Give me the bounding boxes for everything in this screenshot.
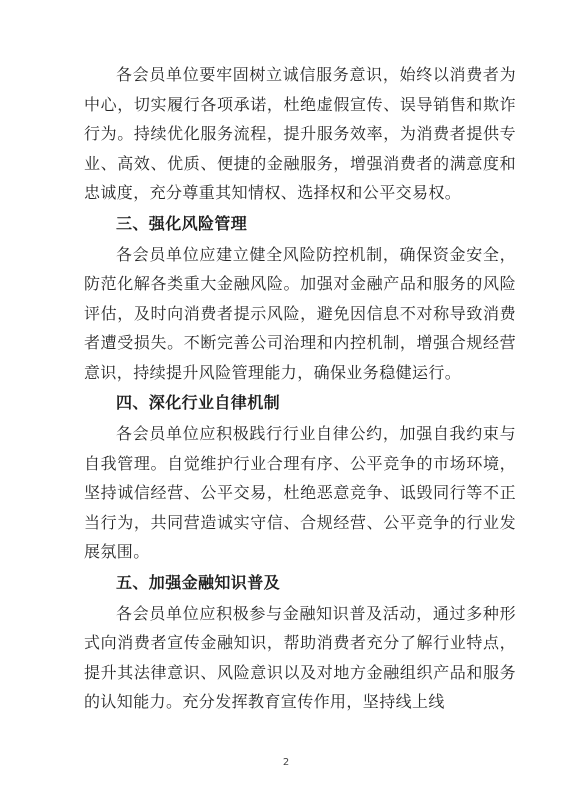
document-body [84, 60, 516, 717]
paragraph-integrity-service: 各会员单位要牢固树立诚信服务意识，始终以消费者为中心，切实履行各项承诺，杜绝虚假宣传、误导销售和欺诈行为。持续优化服务流程，提升服务效率，为消费者提供专业、高效、优质、便捷的金融服务，增强消费者的满意度和忠诚度，充分尊重其知情权、选择权和公平交易权。 [84, 65, 516, 202]
paragraph-self-discipline: 各会员单位应积极践行行业自律公约，加强自我约束与自我管理。自觉维护行业合理有序、公平竞争的市场环境，坚持诚信经营、公平交易，杜绝恶意竞争、诋毁同行等不正当行为，共同营造诚实守信、合规经营、公平竞争的行业发展氛围。 [84, 424, 516, 561]
paragraph-financial-knowledge: 各会员单位应积极参与金融知识普及活动，通过多种形式向消费者宣传金融知识，帮助消费者充分了解行业特点，提升其法律意识、风险意识以及对地方金融组织产品和服务的认知能力。充分发挥教育宣传作用，坚持线上线 [84, 603, 516, 711]
paragraph-risk-management: 各会员单位应建立健全风险防控机制，确保资金安全，防范化解各类重大金融风险。加强对金融产品和服务的风险评估，及时向消费者提示风险，避免因信息不对称导致消费者遭受损失。不断完善公司治理和内控机制，增强合规经营意识，持续提升风险管理能力，确保业务稳健运行。 [84, 244, 516, 382]
heading-section-3: 三、强化风险管理 [116, 213, 248, 233]
heading-section-4: 四、深化行业自律机制 [116, 393, 281, 412]
heading-section-5: 五、加强金融知识普及 [116, 572, 281, 592]
page-number: 2 [282, 757, 290, 768]
